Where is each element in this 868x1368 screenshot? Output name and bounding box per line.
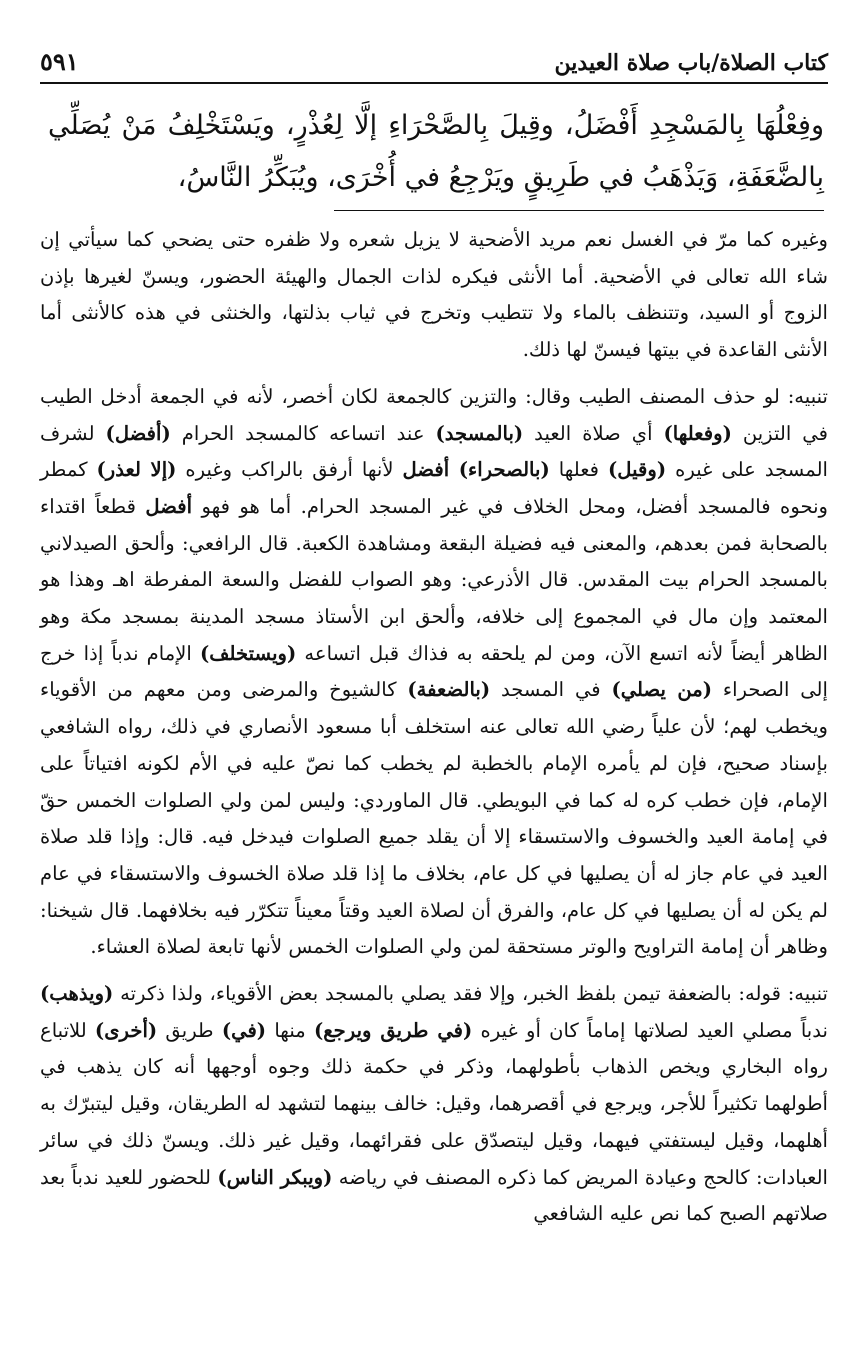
commentary-text: في المسجد [490,678,612,702]
commentary-text: للحضور للعيد ندباً بعد صلاتهم الصبح كما نص عليه الشافعي [40,1165,828,1226]
quoted-matn: (ويبكر الناس) [217,1165,333,1189]
commentary-text: منها [266,1018,314,1042]
commentary-text: للاتباع رواه البخاري ويخص الذهاب بأطولهما، وذكر في حكمة ذلك وجوه أوجهها أنه كان يذهب في أطولهما تكثيراً للأجر، ويرجع في أقصرهما، وقيل: خالف بينهما لتشهد له الطريقان، وقيل ليتبرّك به أهلهما، وقيل ليستفتي فيهما، وقيل ليتصدّق على فقرائهما، وقيل غير ذلك. ويسنّ ذلك في سائر العبادات: كالحج وعيادة المريض كما ذكره المصنف في رياضه [40,1018,829,1189]
commentary-paragraph [40,379,828,966]
commentary-text: كالشيوخ والمرضى ومن معهم من الأقوياء ويخطب لهم؛ لأن علياً رضي الله تعالى عنه استخلف أبا مسعود الأنصاري في ذلك، رواه الشافعي بإسناد صحيح، فإن لم يأمره الإمام بالخطبة لم يخطب كما نصّ عليه في الأم لكونه افتياتاً على الإمام، فإن خطب كره له كما في البويطي. قال الماوردي: وليس لمن ولي الصلوات الخمس حقّ في إمامة العيد والخسوف والاستسقاء إلا أن يقلد جميع الصلوات فيدخل فيه. قال: وإذا قلد صلاة العيد في عام جاز له أن يصليها في كل عام، بخلاف ما إذا قلد صلاة الخسوف والاستسقاء في عام لم يكن له أن يصليها في كل عام، والفرق أن لصلاة العيد وقتاً معيناً تتكرّر فيه بخلافهما. قال شيخنا: وظاهر أن إمامة التراويح والوتر مستحقة لمن ولي الصلوات الخمس لأنها تابعة لصلاة العشاء. [40,678,828,959]
running-title: كتاب الصلاة/باب صلاة العيدين [554,50,828,76]
quoted-matn: (من يصلي) [611,678,713,702]
quoted-matn: (إلا لعذر) [96,458,177,482]
commentary-text: أي صلاة العيد [523,421,664,445]
commentary-paragraph: وغيره كما مرّ في الغسل نعم مريد الأضحية لا يزيل شعره ولا ظفره حتى يضحي كما سيأتي إن شاء الله تعالى في الأضحية. أما الأنثى فيكره لذات الجمال والهيئة الحضور، ويسنّ لغيرها بإذن الزوج أو السيد، وتتنظف بالماء ولا تتطيب وتخرج في ثياب بذلتها، والخنثى في هذه كالأنثى أما الأنثى القاعدة في بيتها فيسنّ لها ذلك. [40,228,828,362]
quoted-matn: (بالضعفة) [407,678,491,702]
quoted-matn: (في) [221,1018,267,1042]
commentary-text: عند اتساعه كالمسجد الحرام [170,421,436,445]
commentary-text: كمطر ونحوه فالمسجد أفضل، ومحل الخلاف في غير المسجد الحرام. أما هو فهو [40,458,829,518]
page-number: ٥٩١ [40,47,79,76]
quoted-matn: (في طريق ويرجع) [313,1018,473,1042]
commentary-body [40,222,828,1233]
main-text-matn: وفِعْلُهَا بِالمَسْجِدِ أَفْضَلُ، وقِيلَ بِالصَّحْرَاءِ إلَّا لِعُذْرٍ، ويَسْتَخْلِفُ مَنْ يُصَلِّي بِالضَّعَفَةِ، وَيَذْهَبُ في طَرِيقٍ ويَرْجِعُ في أُخْرَى، ويُبَكِّرُ النَّاسُ، [48,110,824,193]
quoted-matn: (بالمسجد) [435,421,524,445]
quoted-matn: (بالصحراء) أفضل [402,458,550,482]
commentary-text: لأنها أرفق بالراكب وغيره [176,458,403,482]
quoted-matn: (ويستخلف) [199,641,297,665]
page-header [40,36,828,84]
commentary-text: الإمام ندباً إذا خرج إلى الصحراء [40,641,828,702]
commentary-text: تنبيه: قوله: بالضعفة تيمن بلفظ الخبر، وإلا فقد يصلي بالمسجد بعض الأقوياء، ولذا ذكرته [113,982,828,1006]
commentary-text: فعلها [549,458,609,482]
matn-separator-line [334,210,824,211]
commentary-text: لشرف المسجد على غيره [40,421,828,482]
commentary-text: طريق [157,1018,222,1042]
quoted-matn: (وفعلها) [663,421,732,445]
commentary-text: ندباً مصلي العيد لصلاتها إماماً كان أو غيره [472,1018,828,1042]
quoted-matn: أفضل [145,494,193,518]
quoted-matn: (ويذهب) [40,982,114,1006]
commentary-paragraph [40,976,828,1233]
quoted-matn: (أخرى) [94,1018,158,1042]
quoted-matn: (أفضل) [105,421,171,445]
commentary-text: تنبيه: لو حذف المصنف الطيب وقال: والتزين كالجمعة لكان أخصر، لأنه في الجمعة أدخل الطيب في التزين [40,384,828,445]
quoted-matn: (وقيل) [608,458,667,482]
commentary-text: قطعاً اقتداء بالصحابة فمن بعدهم، والمعنى فيه فضيلة البقعة ومشاهدة الكعبة. قال الرافعي: وألحق الصيدلاني بالمسجد الحرام بيت المقدس. قال الأذرعي: وهو الصواب للفضل والسعة المفرطة اهـ وهذا هو المعتمد وإن مال في المجموع إلى خلافه، وألحق ابن الأستاذ مسجد المدينة بمسجد مكة وهو الظاهر أيضاً لأنه اتسع الآن، ومن لم يلحقه به فذاك قبل اتساعه [40,494,828,665]
